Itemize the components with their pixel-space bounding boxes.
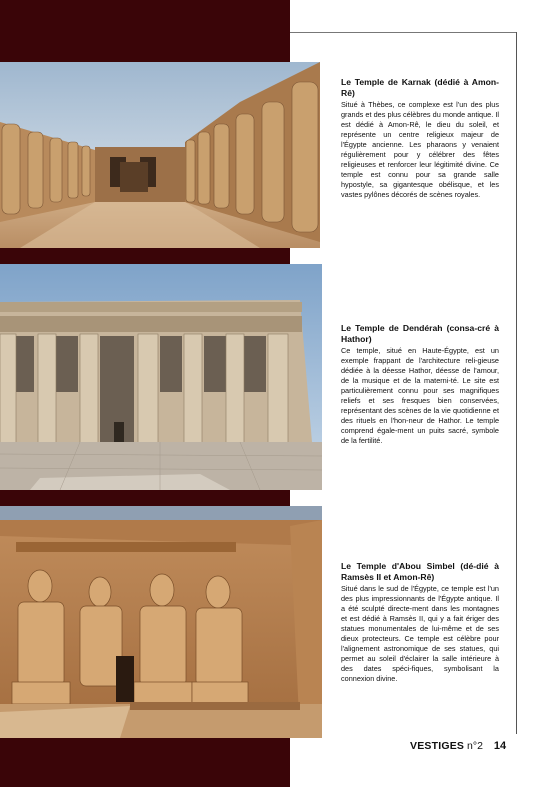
article-body: Situé dans le sud de l'Égypte, ce temple est l'un des plus impressionnants de l'Égypte antique. Il a été sculpté directe-ment dans les montagnes et est dédié à Ramsès II, qui y a fait ériger des statues monumentales de lui-même et de ses dieux protecteurs. Ce temple est célèbre pour l'alignement astronomique de ses statues, qui permet au soleil d'éclairer la salle intérieure à des dates spéci-fiques, symbolisant la connexion divine. — [341, 584, 499, 683]
band-between-2-3 — [0, 490, 290, 506]
article-title: Le Temple de Dendérah (consa-cré à Hathor) — [341, 323, 499, 344]
article-body: Ce temple, situé en Haute-Égypte, est un exemple frappant de l'architecture reli-gieuse dédiée à la déesse Hathor, déesse de l'amour, de la musique et de la materni-té. Le site est particulièrement connu pour ses magnifiques reliefs et ses fresques bien conservées, représentant des scènes de la vie quotidienne et des rituels en l'hon-neur de Hathor. Le temple comprend égale-ment un puits sacré, symbole de la fertilité. — [341, 346, 499, 445]
karnak-temple-photo — [0, 62, 320, 248]
band-between-1-2 — [0, 248, 290, 264]
dendera-temple-photo — [0, 264, 322, 490]
right-frame-rule — [516, 32, 517, 734]
bottom-band — [0, 738, 290, 787]
page-footer — [410, 740, 506, 752]
page-number: 14 — [493, 740, 507, 752]
article-abu-simbel — [341, 561, 499, 684]
article-dendera — [341, 323, 499, 446]
abu-simbel-temple-photo — [0, 506, 322, 738]
article-karnak — [341, 77, 499, 200]
issue-number: n°2 — [467, 740, 483, 752]
article-title: Le Temple d'Abou Simbel (dé-dié à Ramsès II et Amon-Rê) — [341, 561, 499, 582]
article-title: Le Temple de Karnak (dédié à Amon-Rê) — [341, 77, 499, 98]
top-band — [0, 0, 290, 62]
article-body: Situé à Thèbes, ce complexe est l'un des plus grands et des plus célèbres du monde antique. Il est dédié à Amon-Rê, le dieu du soleil, et représente un centre religieux majeur de l'Égypte ancienne. Les pharaons y venaient régulièrement pour y célébrer des fêtes religieuses et renforcer leur légitimité divine. Ce temple est connu pour sa grande salle hypostyle, sa gigantesque obélisque, et les vastes pylônes décorés de scènes royales. — [341, 100, 499, 199]
magazine-name: VESTIGES — [410, 740, 465, 752]
top-frame-rule — [290, 32, 517, 33]
